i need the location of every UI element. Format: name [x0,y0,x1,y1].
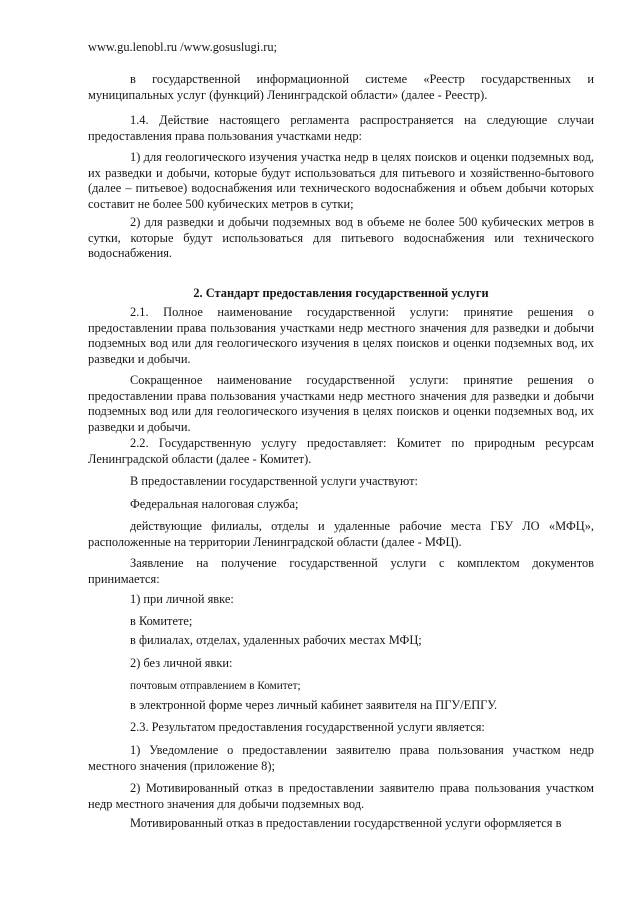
paragraph-not-in-person: 2) без личной явки: [130,656,233,670]
paragraph-in-person: 1) при личной явке: [130,592,234,606]
paragraph-websites: www.gu.lenobl.ru /www.gosuslugi.ru; [88,40,278,54]
paragraph-participants: В предоставлении государственной услуги участвуют: [130,474,418,488]
paragraph-result-2: 2) Мотивированный отказ в предоставлении заявителю права пользования участком недр местного значения для добычи подземных вод. [88,781,594,811]
paragraph-registry: в государственной информационной системе «Реестр государственных и муниципальных услуг (функций) Ленинградской области» (далее - Реестр). [88,72,594,102]
paragraph-short-name: Сокращенное наименование государственной услуги: принятие решения о предоставлении права пользования участками недр местного значения для разведки и добычи подземных вод или для геологического изучения в целях поисков и оценки подземных вод, их разведки и добычи. [88,373,594,434]
paragraph-mfc-places: в филиалах, отделах, удаленных рабочих местах МФЦ; [130,633,422,647]
section-heading-2: 2. Стандарт предоставления государственной услуги [193,286,489,300]
paragraph-result-1: 1) Уведомление о предоставлении заявителю права пользования участком недр местного значения (приложение 8); [88,743,594,773]
paragraph-refusal: Мотивированный отказ в предоставлении государственной услуги оформляется в [130,816,562,830]
paragraph-case-1: 1) для геологического изучения участка недр в целях поисков и оценки подземных вод, их разведки и добычи, которые будут использоваться для питьевого и хозяйственно-бытового (далее – питьевое) водоснабжения или технического водоснабжения и объем добычи которых составит не более 500 кубических метров в сутки; [88,150,594,211]
paragraph-mfc-branches: действующие филиалы, отделы и удаленные рабочие места ГБУ ЛО «МФЦ», расположенные на территории Ленинградской области (далее - МФЦ). [88,519,594,549]
paragraph-1-4: 1.4. Действие настоящего регламента распространяется на следующие случаи предоставления права пользования участками недр: [88,113,594,143]
paragraph-committee: в Комитете; [130,614,193,628]
paragraph-2-1: 2.1. Полное наименование государственной услуги: принятие решения о предоставлении права пользования участками недр местного значения для разведки и добычи подземных вод или для геологического изучения в целях поисков и оценки подземных вод, их разведки и добычи. [88,305,594,366]
paragraph-2-2: 2.2. Государственную услугу предоставляет: Комитет по природным ресурсам Ленинградской области (далее - Комитет). [88,436,594,466]
paragraph-case-2: 2) для разведки и добычи подземных вод в объеме не более 500 кубических метров в сутки, которые будут использоваться для питьевого водоснабжения или технического водоснабжения. [88,215,594,260]
paragraph-electronic: в электронной форме через личный кабинет заявителя на ПГУ/ЕПГУ. [130,698,498,712]
paragraph-application: Заявление на получение государственной услуги с комплектом документов принимается: [88,556,594,586]
paragraph-by-mail: почтовым отправлением в Комитет; [130,680,301,692]
paragraph-tax-service: Федеральная налоговая служба; [130,497,299,511]
paragraph-2-3: 2.3. Результатом предоставления государственной услуги является: [130,720,485,734]
